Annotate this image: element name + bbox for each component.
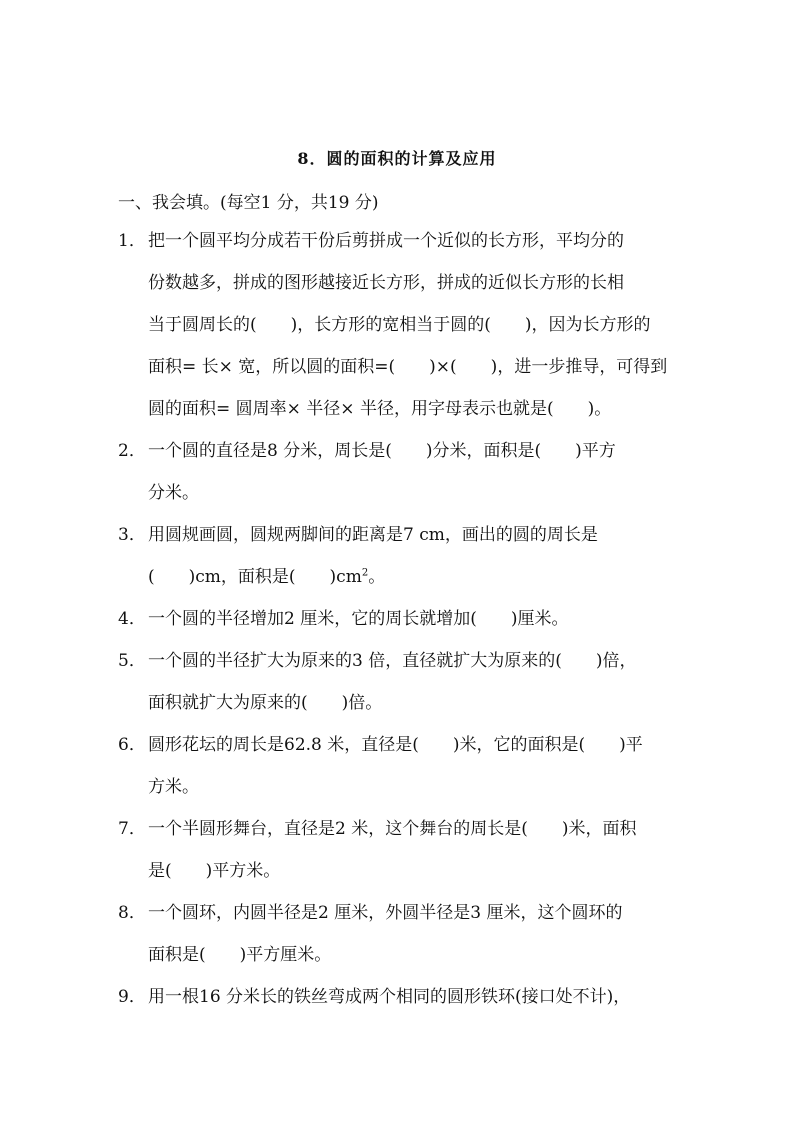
question-3-line-1: 用圆规画圆，圆规两脚间的距离是7 cm，画出的圆的周长是	[148, 525, 598, 545]
question-2-number: 2．	[118, 441, 146, 461]
question-2-line-2: 分米。	[148, 483, 199, 503]
question-6-line-1: 圆形花坛的周长是62.8 米，直径是( )米，它的面积是( )平	[148, 735, 643, 755]
question-8-line-1: 一个圆环，内圆半径是2 厘米，外圆半径是3 厘米，这个圆环的	[148, 903, 623, 923]
question-4-line-1: 一个圆的半径增加2 厘米，它的周长就增加( )厘米。	[148, 609, 569, 629]
question-9-line-1: 用一根16 分米长的铁丝弯成两个相同的圆形铁环(接口处不计)，	[148, 987, 631, 1007]
superscript-exponent: 2	[361, 567, 369, 579]
question-7-line-2: 是( )平方米。	[148, 861, 281, 881]
question-5-line-2: 面积就扩大为原来的( )倍。	[148, 693, 383, 713]
question-6-line-2: 方米。	[148, 777, 199, 797]
question-4-number: 4．	[118, 609, 146, 629]
question-6-number: 6．	[118, 735, 146, 755]
question-7-line-1: 一个半圆形舞台，直径是2 米，这个舞台的周长是( )米，面积	[148, 819, 637, 839]
question-1-line-2: 份数越多，拼成的图形越接近长方形，拼成的近似长方形的长相	[148, 273, 624, 293]
question-1-line-5: 圆的面积= 圆周率× 半径× 半径，用字母表示也就是( )。	[148, 399, 612, 419]
question-3-line-2	[148, 566, 385, 588]
question-5-number: 5．	[118, 651, 146, 671]
question-7-number: 7．	[118, 819, 146, 839]
question-8-line-2: 面积是( )平方厘米。	[148, 945, 332, 965]
question-9-number: 9．	[118, 987, 146, 1007]
question-1-line-3: 当于圆周长的( )，长方形的宽相当于圆的( )，因为长方形的	[148, 315, 651, 335]
question-5-line-1: 一个圆的半径扩大为原来的3 倍，直径就扩大为原来的( )倍，	[148, 651, 637, 671]
question-3-number: 3．	[118, 525, 146, 545]
section-heading: 一、我会填。(每空1 分，共19 分)	[118, 193, 379, 213]
question-3-line-2-tail: 。	[368, 567, 386, 587]
question-1-line-4: 面积= 长× 宽，所以圆的面积=( )×( )，进一步推导，可得到	[148, 357, 668, 377]
page-title: 8．圆的面积的计算及应用	[297, 149, 497, 168]
question-1-number: 1．	[118, 231, 146, 251]
question-3-line-2-text: ( )cm，面积是( )cm	[148, 567, 362, 587]
question-2-line-1: 一个圆的直径是8 分米，周长是( )分米，面积是( )平方	[148, 441, 616, 461]
question-1-line-1: 把一个圆平均分成若干份后剪拼成一个近似的长方形，平均分的	[148, 231, 624, 251]
question-8-number: 8．	[118, 903, 146, 923]
